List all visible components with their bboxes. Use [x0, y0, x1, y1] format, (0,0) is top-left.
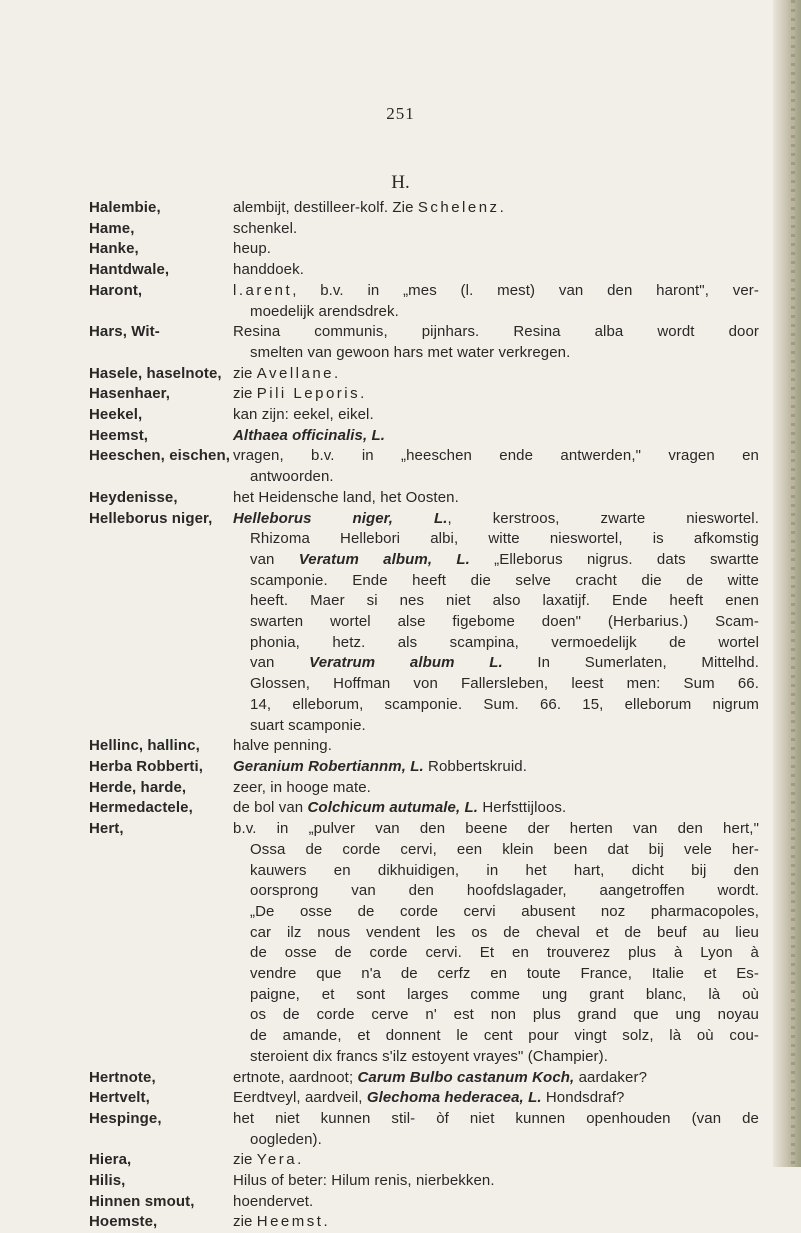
entry-term: Helleborus niger,	[89, 509, 213, 527]
glossary-entry	[89, 1212, 779, 1233]
definition-line	[233, 902, 759, 923]
text-run: handdoek.	[233, 261, 304, 279]
entry-term: Hasele, haselnote,	[89, 364, 222, 382]
definition-line	[233, 1047, 759, 1068]
glossary-entry	[89, 1150, 779, 1171]
entry-term: Hertnote,	[89, 1068, 156, 1086]
entry-term: Hame,	[89, 219, 135, 237]
text-run: heeft. Maer si nes niet also laxatijf. Ende heeft enen	[250, 592, 759, 610]
glossary-entry	[89, 405, 779, 426]
definition-line	[233, 757, 759, 778]
text-run: zie	[233, 385, 257, 403]
entry-definition	[233, 198, 759, 219]
glossary-entry	[89, 798, 779, 819]
definition-line	[233, 819, 759, 840]
glossary-entry	[89, 426, 779, 447]
definition-line	[233, 798, 759, 819]
definition-line	[233, 384, 759, 405]
entry-definition	[233, 219, 759, 240]
glossary-entry	[89, 239, 779, 260]
text-run: swarten wortel alse figebome doen" (Herbarius.) Scam-	[250, 613, 759, 631]
definition-line	[233, 591, 759, 612]
glossary-entry	[89, 384, 779, 405]
entry-term: Heemst,	[89, 426, 149, 444]
entry-term: Heekel,	[89, 406, 143, 424]
text-run: het Heidensche land, het Oosten.	[233, 488, 459, 506]
text-run: .	[323, 1213, 328, 1231]
glossary-entry	[89, 757, 779, 778]
text-run: vragen, b.v. in „heeschen ende antwerden," vragen en	[233, 447, 759, 465]
definition-line	[233, 1109, 759, 1130]
glossary-entry	[89, 1068, 779, 1089]
glossary-entry	[89, 736, 779, 757]
latin-name: Carum Bulbo castanum Koch,	[357, 1068, 575, 1086]
definition-line	[233, 571, 759, 592]
latin-name: Geranium Robertiannm, L.	[233, 757, 424, 775]
entry-term: Hertvelt,	[89, 1089, 150, 1107]
text-run: zie	[233, 1213, 257, 1231]
glossary-entry	[89, 778, 779, 799]
text-run: .	[334, 364, 339, 382]
text-run: Hilus of beter: Hilum renis, nierbekken.	[233, 1172, 495, 1190]
definition-line	[233, 1150, 759, 1171]
entry-definition	[233, 239, 759, 260]
latin-name: Althaea officinalis, L.	[233, 426, 386, 444]
definition-line	[233, 198, 759, 219]
entry-term: Hellinc, hallinc,	[89, 737, 200, 755]
text-run: steroient dix francs s'ilz estoyent vrayes" (Champier).	[250, 1047, 608, 1065]
glossary-entry	[89, 1171, 779, 1192]
entry-term: Hert,	[89, 820, 124, 838]
text-run: smelten van gewoon hars met water verkregen.	[250, 343, 571, 361]
entry-definition	[233, 405, 759, 426]
text-run: Rhizoma Hellebori albi, witte nieswortel, is afkomstig	[250, 530, 759, 548]
glossary-entry	[89, 1192, 779, 1213]
entry-term: Hespinge,	[89, 1109, 162, 1127]
text-run: os de corde cerve n' est non plus grand que ung noyau	[250, 1006, 759, 1024]
entry-term: Hars, Wit-	[89, 323, 160, 341]
cross-reference: Heemst	[256, 1213, 324, 1231]
text-run: car ilz nous vendent les os de cheval et de beuf au lieu	[250, 923, 759, 941]
entry-term: Hinnen smout,	[89, 1192, 195, 1210]
definition-line	[233, 1171, 759, 1192]
definition-line	[233, 509, 759, 530]
definition-line	[233, 964, 759, 985]
entry-definition	[233, 260, 759, 281]
entry-definition	[233, 778, 759, 799]
text-run: „De osse de corde cervi abusent noz pharmacopoles,	[250, 902, 759, 920]
text-run: van	[250, 654, 310, 672]
text-run: .	[297, 1151, 302, 1169]
text-run: van	[250, 550, 299, 568]
entry-definition	[233, 322, 759, 363]
glossary-entry	[89, 198, 779, 219]
text-run: , b.v. in „mes (l. mest) van den haront", ver-	[292, 281, 759, 299]
text-run: kan zijn: eekel, eikel.	[233, 406, 374, 424]
entry-definition	[233, 1150, 759, 1171]
entry-term: Hilis,	[89, 1172, 126, 1190]
text-run: .	[499, 199, 504, 216]
definition-line	[233, 1212, 759, 1233]
text-run: phonia, hetz. als scampina, vermoedelijk de wortel	[250, 633, 759, 651]
entry-term: Herde, harde,	[89, 778, 187, 796]
text-run: Resina communis, pijnhars. Resina alba wordt door	[233, 323, 759, 341]
definition-line	[233, 302, 759, 323]
glossary-entry	[89, 1109, 779, 1150]
definition-line	[233, 695, 759, 716]
text-run: heup.	[233, 240, 272, 258]
entry-definition	[233, 798, 759, 819]
definition-line	[233, 426, 759, 447]
entry-definition	[233, 426, 759, 447]
entry-definition	[233, 1109, 759, 1150]
entry-definition	[233, 1171, 759, 1192]
definition-line	[233, 1068, 759, 1089]
definition-line	[233, 1005, 759, 1026]
entry-definition	[233, 1068, 759, 1089]
cross-reference: Avellane	[256, 364, 335, 382]
entry-term: Hasenhaer,	[89, 385, 171, 403]
definition-line	[233, 1192, 759, 1213]
glossary-entries	[89, 198, 779, 1233]
definition-line	[233, 778, 759, 799]
definition-line	[233, 633, 759, 654]
text-run: „Elleborus nigrus. dats swartte	[469, 550, 759, 568]
definition-line	[233, 674, 759, 695]
text-run: , kerstroos, zwarte nieswortel.	[447, 509, 759, 527]
entry-term: Hoemste,	[89, 1213, 158, 1231]
cross-reference: Yera	[256, 1151, 298, 1169]
text-run: oorsprong van den hoofdslagader, aangetroffen wordt.	[250, 882, 759, 900]
glossary-entry	[89, 281, 779, 322]
entry-term: Hantdwale,	[89, 261, 170, 279]
text-run: Hondsdraf?	[541, 1089, 625, 1107]
definition-line	[233, 467, 759, 488]
text-run: hoendervet.	[233, 1192, 314, 1210]
text-run: Eerdtveyl, aardveil,	[233, 1089, 367, 1107]
entry-definition	[233, 384, 759, 405]
text-run: suart scamponie.	[250, 716, 366, 734]
glossary-entry	[89, 364, 779, 385]
definition-line	[233, 736, 759, 757]
text-run: kauwers en dikhuidigen, in het hart, dicht bij den	[250, 861, 759, 879]
definition-line	[233, 1088, 759, 1109]
definition-line	[233, 281, 759, 302]
definition-line	[233, 861, 759, 882]
definition-line	[233, 239, 759, 260]
text-run: In Sumerlaten, Mittelhd.	[502, 654, 759, 672]
cross-reference: Schelenz	[417, 199, 500, 216]
text-run: paigne, et sont larges comme ung grant blanc, là où	[250, 985, 759, 1003]
glossary-entry	[89, 446, 779, 487]
entry-definition	[233, 757, 759, 778]
latin-name: Veratrum album L.	[309, 654, 503, 672]
text-run: het niet kunnen stil- òf niet kunnen openhouden (van de	[233, 1109, 759, 1127]
text-run: oogleden).	[250, 1130, 322, 1148]
entry-definition	[233, 446, 759, 487]
definition-line	[233, 364, 759, 385]
entry-definition	[233, 819, 759, 1067]
definition-line	[233, 985, 759, 1006]
definition-line	[233, 529, 759, 550]
glossary-entry	[89, 488, 779, 509]
text-run: b.v. in „pulver van den beene der herten van den hert,"	[233, 820, 759, 838]
entry-definition	[233, 1088, 759, 1109]
latin-name: Helleborus niger, L.	[233, 509, 448, 527]
definition-line	[233, 653, 759, 674]
glossary-entry	[89, 1088, 779, 1109]
definition-line	[233, 881, 759, 902]
text-run: de amande, et donnent le cent pour vingt solz, là où cou-	[250, 1027, 759, 1045]
definition-line	[233, 446, 759, 467]
entry-definition	[233, 509, 759, 737]
entry-term: Heeschen, eischen,	[89, 447, 231, 465]
definition-line	[233, 1130, 759, 1151]
text-run: zie	[233, 1151, 257, 1169]
text-run: schenkel.	[233, 219, 298, 237]
section-heading: H.	[391, 172, 410, 193]
text-run: zie	[233, 364, 257, 382]
definition-line	[233, 612, 759, 633]
definition-line	[233, 219, 759, 240]
glossary-entry	[89, 819, 779, 1067]
text-run: vendre que n'a de cerfz en toute France, Italie et Es-	[250, 965, 759, 983]
text-run: .	[360, 385, 365, 403]
entry-term: Hiera,	[89, 1151, 132, 1169]
text-run: zeer, in hooge mate.	[233, 778, 371, 796]
definition-line	[233, 840, 759, 861]
text-run: aardaker?	[574, 1068, 648, 1086]
text-run: moedelijk arendsdrek.	[250, 302, 399, 320]
glossary-entry	[89, 219, 779, 240]
text-run: Ossa de corde cervi, een klein been dat bij vele her-	[250, 840, 759, 858]
text-run: ertnote, aardnoot;	[233, 1068, 358, 1086]
text-run: Herfsttijloos.	[478, 799, 567, 817]
text-run: Robbertskruid.	[423, 757, 527, 775]
text-run: scamponie. Ende heeft die selve cracht die de witte	[250, 571, 759, 589]
entry-term: Herba Robberti,	[89, 757, 204, 775]
entry-definition	[233, 1212, 759, 1233]
latin-name: Veratum album, L.	[298, 550, 470, 568]
latin-name: Glechoma hederacea, L.	[366, 1089, 542, 1107]
definition-line	[233, 716, 759, 737]
definition-line	[233, 1026, 759, 1047]
entry-definition	[233, 488, 759, 509]
entry-term: Halembie,	[89, 199, 161, 216]
definition-line	[233, 943, 759, 964]
page-number: 251	[386, 104, 415, 123]
definition-line	[233, 260, 759, 281]
glossary-entry	[89, 509, 779, 737]
latin-name: Colchicum autumale, L.	[307, 799, 479, 817]
entry-definition	[233, 1192, 759, 1213]
text-run: Glossen, Hoffman von Fallersleben, leest men: Sum 66.	[250, 675, 759, 693]
text-run: halve penning.	[233, 737, 332, 755]
glossary-entry	[89, 260, 779, 281]
entry-definition	[233, 281, 759, 322]
definition-line	[233, 488, 759, 509]
entry-term: Haront,	[89, 281, 143, 299]
cross-reference: Pili Leporis	[256, 385, 361, 403]
cross-reference: l.arent	[233, 281, 293, 299]
glossary-entry	[89, 322, 779, 363]
text-run: 14, elleborum, scamponie. Sum. 66. 15, elleborum nigrum	[250, 695, 759, 713]
definition-line	[233, 405, 759, 426]
entry-term: Heydenisse,	[89, 488, 178, 506]
definition-line	[233, 550, 759, 571]
text-run: de bol van	[233, 799, 308, 817]
text-run: alembijt, destilleer-kolf. Zie	[233, 199, 418, 216]
entry-term: Hanke,	[89, 240, 139, 258]
definition-line	[233, 343, 759, 364]
definition-line	[233, 322, 759, 343]
entry-definition	[233, 736, 759, 757]
text-run: de osse de corde cervi. Et en trouverez plus à Lyon à	[250, 944, 759, 962]
entry-term: Hermedactele,	[89, 799, 193, 817]
text-run: antwoorden.	[250, 468, 334, 486]
definition-line	[233, 923, 759, 944]
entry-definition	[233, 364, 759, 385]
